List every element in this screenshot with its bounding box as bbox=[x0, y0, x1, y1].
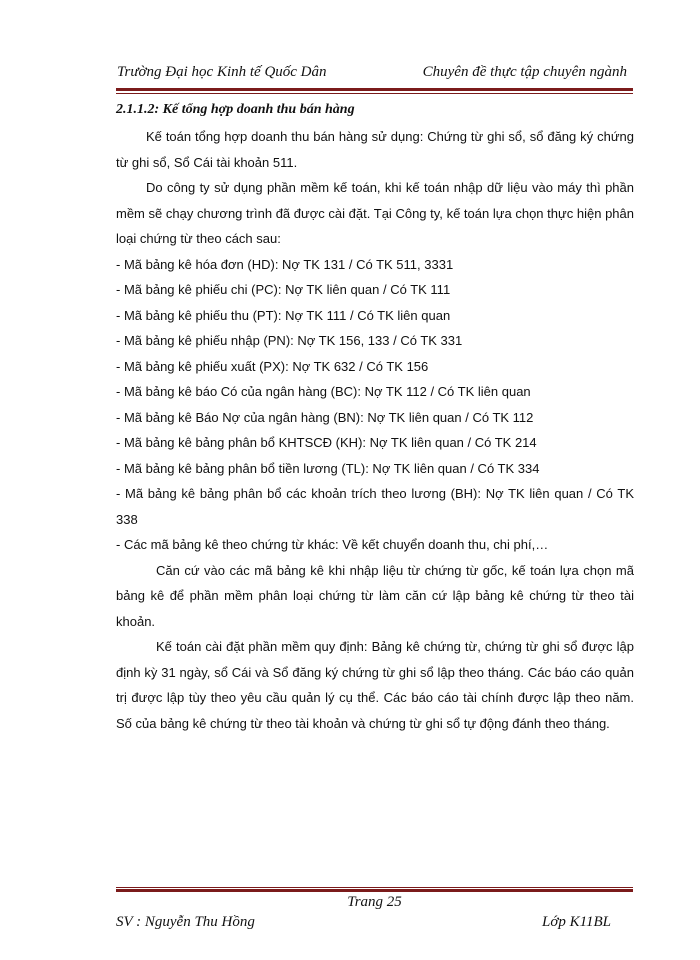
header-report-title: Chuyên đề thực tập chuyên ngành bbox=[422, 64, 627, 80]
list-item: - Mã bảng kê bảng phân bổ các khoản trích theo lương (BH): Nợ TK liên quan / Có TK 338 bbox=[116, 486, 634, 527]
list-item: - Mã bảng kê Báo Nợ của ngân hàng (BN): Nợ TK liên quan / Có TK 112 bbox=[116, 409, 534, 425]
list-item: - Mã bảng kê bảng phân bổ KHTSCĐ (KH): Nợ TK liên quan / Có TK 214 bbox=[116, 435, 537, 450]
list-item: - Các mã bảng kê theo chứng từ khác: Về kết chuyển doanh thu, chi phí,… bbox=[116, 537, 549, 552]
list-item: - Mã bảng kê hóa đơn (HD): Nợ TK 131 / Có TK 511, 3331 bbox=[116, 256, 454, 272]
list-item: - Mã bảng kê phiếu nhập (PN): Nợ TK 156, 133 / Có TK 331 bbox=[116, 333, 463, 348]
list-item: - Mã bảng kê báo Có của ngân hàng (BC): Nợ TK 112 / Có TK liên quan bbox=[116, 384, 531, 399]
document-body bbox=[116, 96, 634, 736]
paragraph-4: Kế toán cài đặt phần mềm quy định: Bảng kê chứng từ, chứng từ ghi sổ được lập định kỳ 31 ngày, sổ Cái và Sổ đăng ký chứng từ ghi sổ lập theo tháng. Các báo cáo quản trị được lập tùy theo yêu cầu quản lý cụ thể. Các báo cáo tài chính được lập theo năm. Số của bảng kê chứng từ theo tài khoản và chứng từ ghi sổ tự động đánh theo tháng. bbox=[116, 639, 634, 731]
paragraph-1: Kế toán tổng hợp doanh thu bán hàng sử dụng: Chứng từ ghi sổ, sổ đăng ký chứng từ ghi sổ, Sổ Cái tài khoản 511. bbox=[116, 129, 634, 170]
student-name: SV : Nguyễn Thu Hồng bbox=[116, 914, 255, 930]
page-footer bbox=[116, 894, 633, 934]
header-university: Trường Đại học Kinh tế Quốc Dân bbox=[117, 64, 327, 80]
list-item: - Mã bảng kê phiếu chi (PC): Nợ TK liên quan / Có TK 111 bbox=[116, 282, 451, 297]
header-rule bbox=[116, 88, 633, 94]
list-item: - Mã bảng kê bảng phân bổ tiền lương (TL): Nợ TK liên quan / Có TK 334 bbox=[116, 460, 540, 476]
section-title: 2.1.1.2: Kế tổng hợp doanh thu bán hàng bbox=[116, 102, 355, 117]
page-number: Trang 25 bbox=[347, 894, 402, 910]
footer-rule bbox=[116, 887, 633, 893]
page-header bbox=[117, 62, 627, 88]
voucher-code-list bbox=[116, 252, 634, 558]
list-item: - Mã bảng kê phiếu xuất (PX): Nợ TK 632 / Có TK 156 bbox=[116, 358, 429, 374]
paragraph-3: Căn cứ vào các mã bảng kê khi nhập liệu từ chứng từ gốc, kế toán lựa chọn mã bảng kê để phần mềm phân loại chứng từ làm căn cứ lập bảng kê chứng từ theo tài khoản. bbox=[116, 562, 634, 629]
paragraph-2: Do công ty sử dụng phần mềm kế toán, khi kế toán nhập dữ liệu vào máy thì phần mềm sẽ chạy chương trình đã được cài đặt. Tại Công ty, kế toán lựa chọn thực hiện phân loại chứng từ theo cách sau: bbox=[116, 180, 634, 246]
list-item: - Mã bảng kê phiếu thu (PT): Nợ TK 111 / Có TK liên quan bbox=[116, 307, 451, 323]
class-name: Lớp K11BL bbox=[542, 914, 611, 930]
